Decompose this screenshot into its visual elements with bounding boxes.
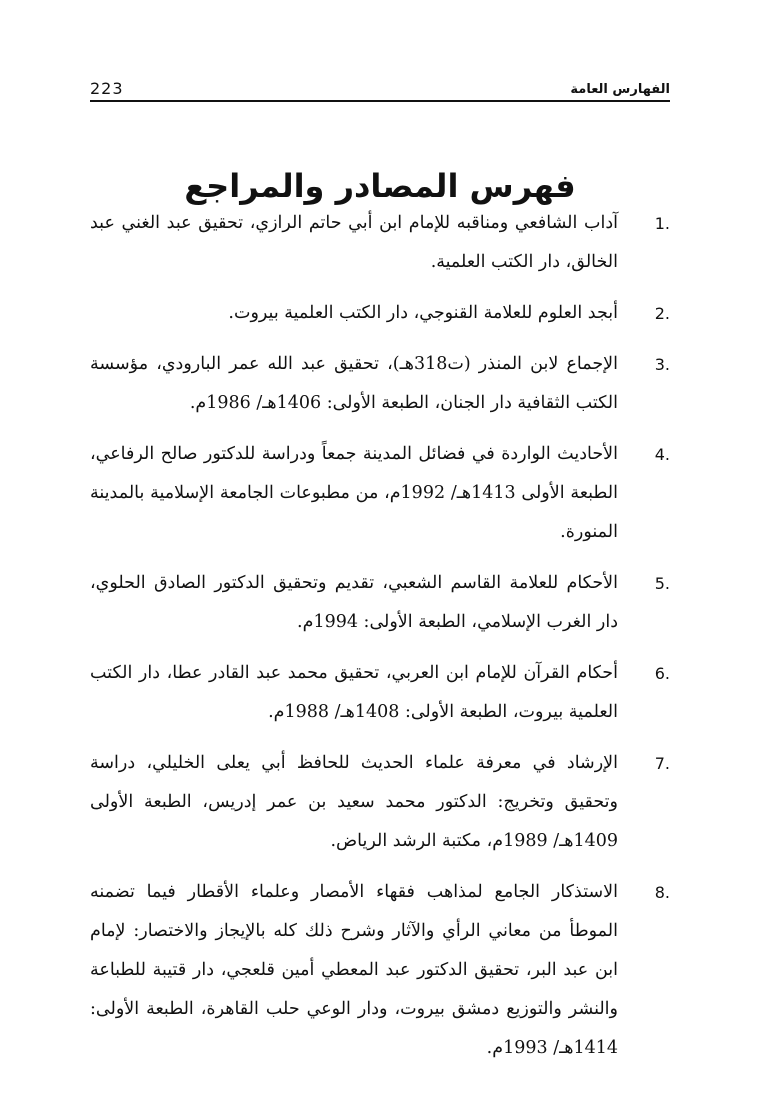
entry-text: أبجد العلوم للعلامة القنوجي، دار الكتب العلمية بيروت.	[228, 303, 618, 323]
entry-number: 6.	[654, 664, 670, 683]
bibliography-entry	[90, 744, 670, 861]
bibliography-entry	[90, 345, 670, 423]
bibliography-entry	[90, 294, 670, 333]
entry-number: 5.	[654, 574, 670, 593]
entry-number: 1.	[654, 214, 670, 233]
entry-number: 4.	[654, 445, 670, 464]
entry-text: الأحاديث الواردة في فضائل المدينة جمعاً ودراسة للدكتور صالح الرفاعي، الطبعة الأولى 1413هـ/ 1992م، من مطبوعات الجامعة الإسلامية بالمدينة المنورة.	[90, 444, 618, 542]
entry-number: 7.	[654, 754, 670, 773]
entry-number: 8.	[654, 883, 670, 902]
bibliography-entry	[90, 435, 670, 552]
entry-text: الإرشاد في معرفة علماء الحديث للحافظ أبي يعلى الخليلي، دراسة وتحقيق وتخريج: الدكتور محمد سعيد بن عمر إدريس، الطبعة الأولى 1409هـ/ 1989م، مكتبة الرشد الرياض.	[90, 753, 618, 851]
bibliography-entry	[90, 204, 670, 282]
entry-text: الأحكام للعلامة القاسم الشعبي، تقديم وتحقيق الدكتور الصادق الحلوي، دار الغرب الإسلامي، الطبعة الأولى: 1994م.	[90, 573, 618, 632]
entry-text: الإجماع لابن المنذر (ت318هـ)، تحقيق عبد الله عمر البارودي، مؤسسة الكتب الثقافية دار الجنان، الطبعة الأولى: 1406هـ/ 1986م.	[90, 354, 618, 413]
page-number: 223	[90, 79, 124, 98]
running-header	[90, 72, 670, 102]
entry-number: 3.	[654, 355, 670, 374]
running-title: الفهارس العامة	[570, 82, 670, 97]
entry-text: أحكام القرآن للإمام ابن العربي، تحقيق محمد عبد القادر عطا، دار الكتب العلمية بيروت، الطبعة الأولى: 1408هـ/ 1988م.	[90, 663, 618, 722]
entry-text: آداب الشافعي ومناقبه للإمام ابن أبي حاتم الرازي، تحقيق عبد الغني عبد الخالق، دار الكتب العلمية.	[90, 213, 618, 272]
bibliography-entry	[90, 654, 670, 732]
bibliography-entry	[90, 564, 670, 642]
entry-number: 2.	[654, 304, 670, 323]
page-title: فهرس المصادر والمراجع	[184, 167, 576, 206]
bibliography-entry	[90, 873, 670, 1068]
entry-text: الاستذكار الجامع لمذاهب فقهاء الأمصار وعلماء الأقطار فيما تضمنه الموطأ من معاني الرأي والآثار وشرح ذلك كله بالإيجاز والاختصار: لإمام ابن عبد البر، تحقيق الدكتور عبد المعطي أمين قلعجي، دار قتيبة للطباعة والنشر والتوزيع دمشق بيروت، ودار الوعي حلب القاهرة، الطبعة الأولى: 1414هـ/ 1993م.	[90, 882, 618, 1058]
bibliography-list	[90, 204, 670, 1080]
